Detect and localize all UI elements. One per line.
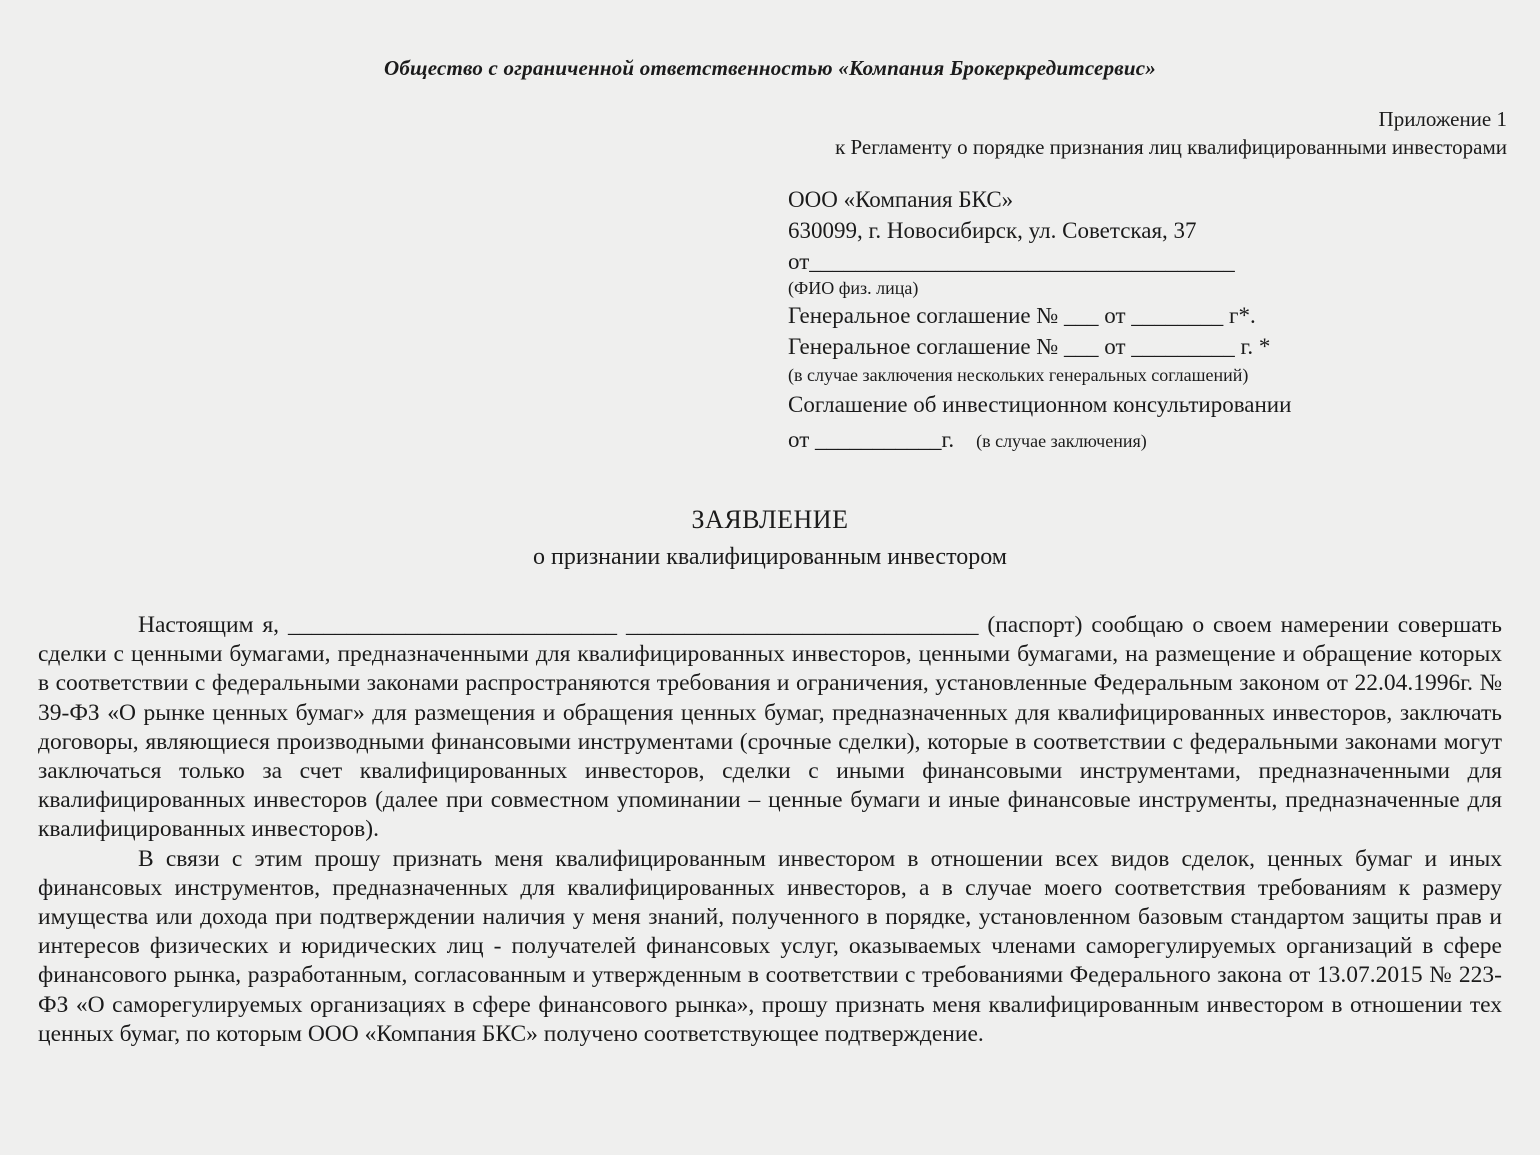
appendix-regulation-reference: к Регламенту о порядке признания лиц квалифицированными инвесторами bbox=[835, 135, 1507, 159]
paragraph-request: В связи с этим прошу признать меня квалифицированным инвестором в отношении всех видов сделок, ценных бумаг и иных финансовых инструментов, предназначенных для квалифицированных инвесторов, а в случае моего соответствия требованиям к размеру имущества или дохода при подтверждении наличия у меня знаний, полученного в порядке, установленном базовым стандартом защиты прав и интересов физических и юридических лиц - получателей финансовых услуг, оказываемых членами саморегулируемых организаций в сфере финансового рынка, разработанным, согласованным и утвержденным в соответствии с требованиями Федерального закона от 13.07.2015 № 223-ФЗ «О саморегулируемых организациях в сфере финансового рынка», прошу признать меня квалифицированным инвестором в отношении тех ценных бумаг, по которым ООО «Компания БКС» получено соответствующее подтверждение. bbox=[38, 845, 1502, 1047]
general-agreement-line-1[interactable]: Генеральное соглашение № ___ от ________ г*. bbox=[788, 303, 1256, 328]
from-line bbox=[788, 246, 1528, 277]
paragraph-1-intro: Настоящим я, bbox=[138, 612, 280, 638]
fio-blank-field[interactable]: _____________________________________ bbox=[809, 249, 1235, 274]
document-body bbox=[38, 611, 1502, 1049]
recipient-address: 630099, г. Новосибирск, ул. Советская, 37 bbox=[788, 218, 1197, 243]
appendix-block bbox=[835, 105, 1507, 161]
general-agreement-caption: (в случае заключения нескольких генеральных соглашений) bbox=[788, 365, 1249, 385]
recipient-company-name: ООО «Компания БКС» bbox=[788, 187, 1014, 212]
appendix-number: Приложение 1 bbox=[1378, 107, 1507, 131]
advisory-date-blank-field[interactable]: ___________ bbox=[815, 427, 942, 452]
advisory-from-line bbox=[788, 424, 1528, 457]
applicant-passport-blank-field[interactable]: ______________________________ bbox=[625, 612, 979, 638]
document-title-block bbox=[0, 506, 1540, 570]
fio-caption: (ФИО физ. лица) bbox=[788, 278, 919, 298]
document-subtitle: о признании квалифицированным инвестором bbox=[533, 544, 1007, 570]
advisory-caption: (в случае заключения) bbox=[976, 431, 1147, 451]
general-agreement-line-2[interactable]: Генеральное соглашение № ___ от _________ г. * bbox=[788, 334, 1271, 359]
company-full-name-header: Общество с ограниченной ответственностью «Компания Брокеркредитсервис» bbox=[384, 56, 1156, 80]
recipient-block bbox=[788, 184, 1528, 457]
from-label: от bbox=[788, 249, 810, 274]
paragraph-1-text: (паспорт) сообщаю о своем намерении совершать сделки с ценными бумагами, предназначенными для квалифицированных инвесторов, ценными бумагами, на размещение и обращение которых в соответствии с федеральными законами распространяются требования и ограничения, установленные Федеральным законом от 22.04.1996г. № 39-ФЗ «О рынке ценных бумаг» для размещения и обращения ценных бумаг, предназначенных для квалифицированных инвесторов, заключать договоры, являющиеся производными финансовыми инструментами (срочные сделки), которые в соответствии с федеральными законами могут заключаться только за счет квалифицированных инвесторов, сделки с иными финансовыми инструментами, предназначенными для квалифицированных инвесторов (далее при совместном упоминании – ценные бумаги и иные финансовые инструменты, предназначенные для квалифицированных инвесторов). bbox=[38, 612, 1503, 843]
advisory-from-label: от bbox=[788, 427, 810, 452]
document-title: ЗАЯВЛЕНИЕ bbox=[691, 505, 849, 534]
applicant-name-blank-field[interactable]: ____________________________ bbox=[288, 612, 617, 638]
advisory-agreement-title: Соглашение об инвестиционном консультировании bbox=[788, 392, 1292, 417]
paragraph-declaration bbox=[38, 611, 1502, 845]
advisory-year-suffix: г. bbox=[941, 427, 955, 452]
